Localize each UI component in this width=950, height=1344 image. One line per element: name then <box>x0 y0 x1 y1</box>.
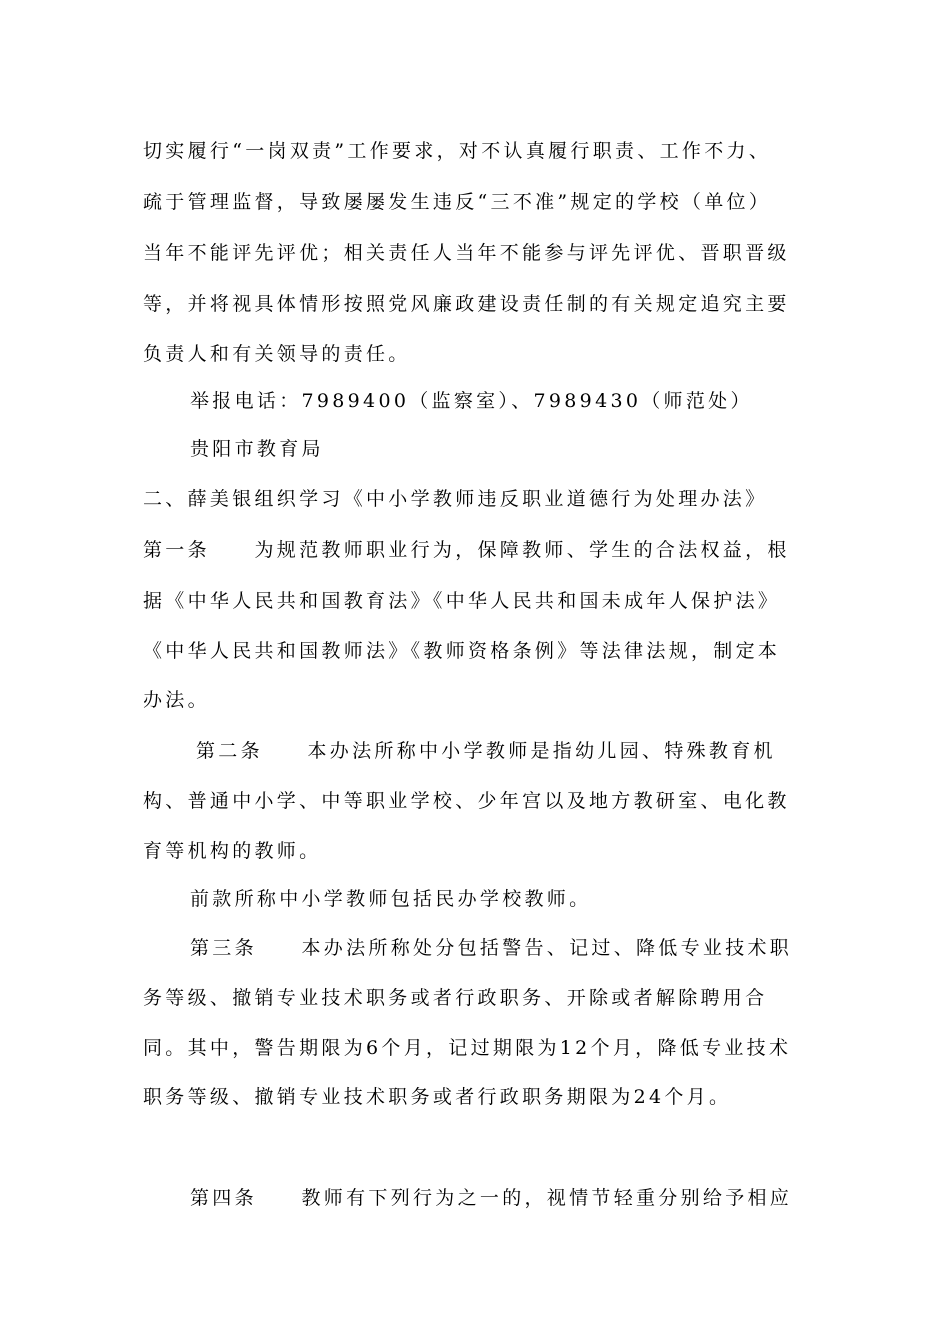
text-line: 据《中华人民共和国教育法》《中华人民共和国未成年人保护法》 <box>143 590 781 612</box>
text-line: 构、普通中小学、中等职业学校、少年宫以及地方教研室、电化教 <box>143 790 790 812</box>
article-3-line: 第三条 本办法所称处分包括警告、记过、降低专业技术职 <box>190 937 793 959</box>
article-4-line: 第四条 教师有下列行为之一的，视情节轻重分别给予相应 <box>190 1187 793 1209</box>
signature-line: 贵阳市教育局 <box>190 438 324 460</box>
text-line: 前款所称中小学教师包括民办学校教师。 <box>190 888 592 910</box>
text-line: 等，并将视具体情形按照党风廉政建设责任制的有关规定追究主要 <box>143 293 790 315</box>
article-1-line: 第一条 为规范教师职业行为，保障教师、学生的合法权益，根 <box>143 539 790 561</box>
text-line: 同。其中，警告期限为6个月，记过期限为12个月，降低专业技术 <box>143 1037 792 1059</box>
text-line: 办法。 <box>143 689 210 711</box>
text-line: 职务等级、撤销专业技术职务或者行政职务期限为24个月。 <box>143 1086 732 1108</box>
text-line: 切实履行“一岗双责”工作要求，对不认真履行职责、工作不力、 <box>143 140 772 162</box>
article-2-line: 第二条 本办法所称中小学教师是指幼儿园、特殊教育机 <box>196 740 776 762</box>
text-line: 当年不能评先评优；相关责任人当年不能参与评先评优、晋职晋级 <box>143 242 790 264</box>
text-line: 疏于管理监督，导致屡屡发生违反“三不准”规定的学校（单位） <box>143 191 772 213</box>
text-line: 务等级、撤销专业技术职务或者行政职务、开除或者解除聘用合 <box>143 987 768 1009</box>
text-line: 负责人和有关领导的责任。 <box>143 343 411 365</box>
text-line: 《中华人民共和国教师法》《教师资格条例》等法律法规，制定本 <box>143 640 781 662</box>
section-heading: 二、薛美银组织学习《中小学教师违反职业道德行为处理办法》 <box>143 488 768 510</box>
report-phone-line: 举报电话：7989400（监察室）、7989430（师范处） <box>190 390 753 412</box>
text-line: 育等机构的教师。 <box>143 840 322 862</box>
